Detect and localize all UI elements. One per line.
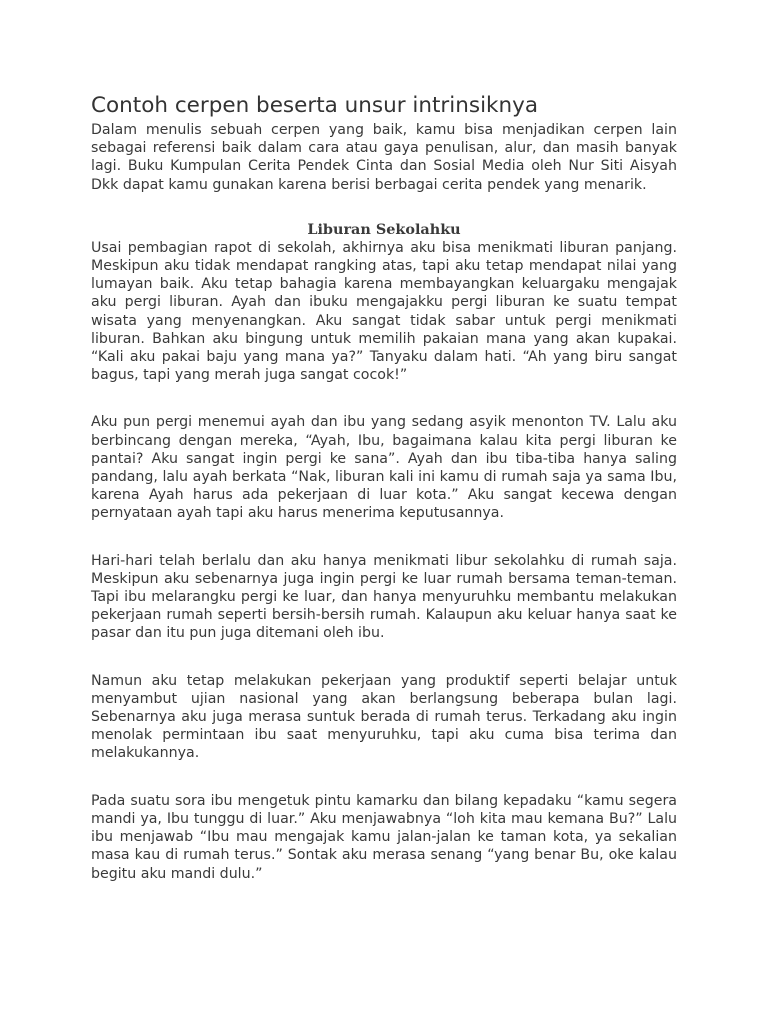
story-paragraph-4: Namun aku tetap melakukan pekerjaan yang produktif seperti belajar untuk menyambut ujian nasional yang akan berlangsung beberapa bulan lagi. Sebenarnya aku juga merasa suntuk berada di rumah terus. Terkadang aku ingin menolak permintaan ibu saat menyuruhku, tapi aku cuma bisa terima dan melakukannya.: [91, 672, 677, 762]
story-body: [91, 239, 677, 883]
story-paragraph-3: Hari-hari telah berlalu dan aku hanya menikmati libur sekolahku di rumah saja. Meskipun aku sebenarnya juga ingin pergi ke luar rumah bersama teman-teman. Tapi ibu melarangku pergi ke luar, dan hanya menyuruhku membantu melakukan pekerjaan rumah seperti bersih-bersih rumah. Kalaupun aku keluar hanya saat ke pasar dan itu pun juga ditemani oleh ibu.: [91, 552, 677, 642]
story-paragraph-2: Aku pun pergi menemui ayah dan ibu yang sedang asyik menonton TV. Lalu aku berbincang dengan mereka, “Ayah, Ibu, bagaimana kalau kita pergi liburan ke pantai? Aku sangat ingin pergi ke sana”. Ayah dan ibu tiba-tiba hanya saling pandang, lalu ayah berkata “Nak, liburan kali ini kamu di rumah saja ya sama Ibu, karena Ayah harus ada pekerjaan di luar kota.” Aku sangat kecewa dengan pernyataan ayah tapi aku harus menerima keputusannya.: [91, 414, 677, 522]
document-page: [91, 92, 677, 883]
intro-paragraph: Dalam menulis sebuah cerpen yang baik, kamu bisa menjadikan cerpen lain sebagai referensi baik dalam cara atau gaya penulisan, alur, dan masih banyak lagi. Buku Kumpulan Cerita Pendek Cinta dan Sosial Media oleh Nur Siti Aisyah Dkk dapat kamu gunakan karena berisi berbagai cerita pendek yang menarik.: [91, 122, 677, 193]
story-paragraph-5: Pada suatu sora ibu mengetuk pintu kamarku dan bilang kepadaku “kamu segera mandi ya, Ibu tunggu di luar.” Aku menjawabnya “loh kita mau kemana Bu?” Lalu ibu menjawab “Ibu mau mengajak kamu jalan-jalan ke taman kota, ya sekalian masa kau di rumah terus.” Sontak aku merasa senang “yang benar Bu, oke kalau begitu aku mandi dulu.”: [91, 792, 677, 882]
story-title: Liburan Sekolahku: [307, 220, 461, 238]
document-title: Contoh cerpen beserta unsur intrinsiknya: [91, 93, 539, 118]
story-paragraph-1: Usai pembagian rapot di sekolah, akhirnya aku bisa menikmati liburan panjang. Meskipun aku tidak mendapat rangking atas, tapi aku tetap mendapat nilai yang lumayan baik. Aku tetap bahagia karena membayangkan keluargaku mengajak aku pergi liburan. Ayah dan ibuku mengajakku pergi liburan ke suatu tempat wisata yang menyenangkan. Aku sangat tidak sabar untuk pergi menikmati liburan. Bahkan aku bingung untuk memilih pakaian mana yang akan kupakai. “Kali aku pakai baju yang mana ya?” Tanyaku dalam hati. “Ah yang biru sangat bagus, tapi yang merah juga sangat cocok!”: [91, 239, 677, 384]
